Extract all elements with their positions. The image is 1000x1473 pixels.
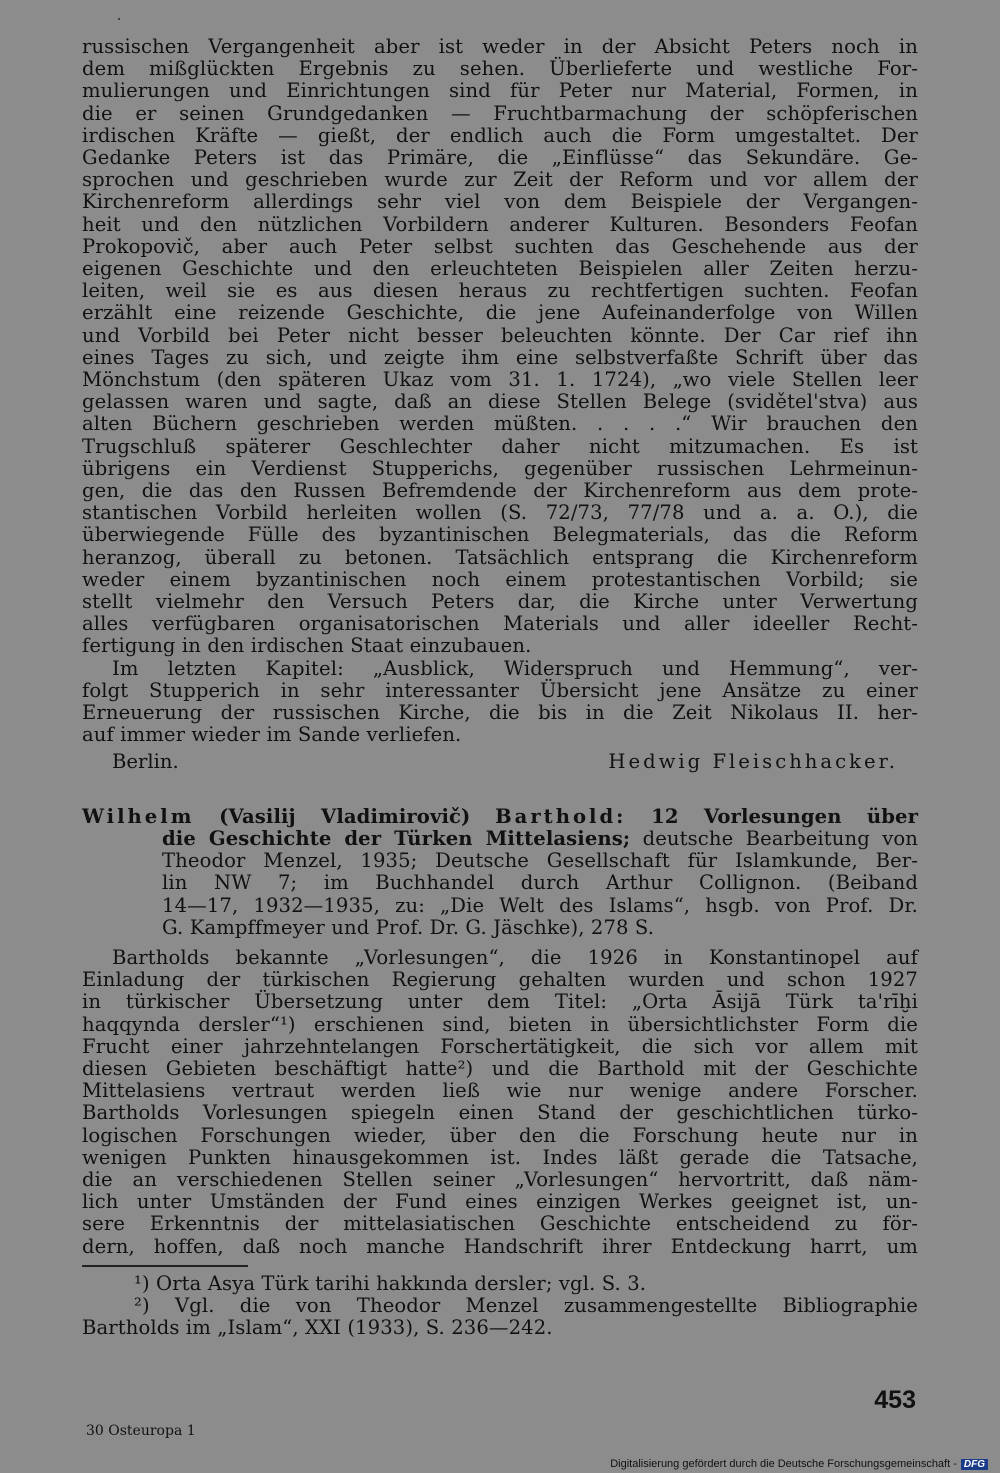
review-2-line: Einladung der türkischen Regierung gehalten wurden und schon 1927 bbox=[82, 968, 918, 992]
review-2-text bbox=[82, 947, 918, 1258]
review-2-line: Mittelasiens vertraut werden ließ wie nur wenige andere Forscher. bbox=[82, 1079, 918, 1103]
review-1-line: mulierungen und Einrichtungen sind für Peter nur Material, Formen, in bbox=[82, 79, 918, 103]
review-1-line: Mönchstum (den späteren Ukaz vom 31. 1. 1724), „wo viele Stellen leer bbox=[82, 368, 918, 392]
review-2-line: lich unter Umständen der Fund eines einzigen Werkes geeignet ist, un- bbox=[82, 1190, 918, 1214]
review-1-line: weder einem byzantinischen noch einem protestantischen Vorbild; sie bbox=[82, 567, 918, 591]
review-1-p2-line: auf immer wieder im Sande verliefen. bbox=[82, 723, 462, 747]
review-2-heading bbox=[82, 806, 918, 939]
review-1-line: heit und den nützlichen Vorbildern anderer Kulturen. Besonders Feofan bbox=[82, 212, 918, 236]
review-2-author-mid: (Vasilij Vladimirovič) bbox=[219, 804, 471, 828]
review-1-line: und Vorbild bei Peter nicht besser beleuchten könnte. Der Car rief ihn bbox=[82, 323, 918, 347]
review-1-p2-line: Im letzten Kapitel: „Ausblick, Widerspruch und Hemmung“, ver- bbox=[112, 656, 918, 680]
review-2-heading-line: Theodor Menzel, 1935; Deutsche Gesellschaft für Islamkunde, Ber- bbox=[162, 849, 918, 873]
review-1-line: eigenen Geschichte und den erleuchteten Beispielen aller Zeiten herzu- bbox=[82, 257, 918, 281]
review-2-line: wenigen Punkten hinausgekommen ist. Indes läßt gerade die Tatsache, bbox=[82, 1145, 918, 1169]
review-1-line: leiten, weil sie es aus diesen heraus zu rechtfertigen suchten. Feofan bbox=[82, 279, 918, 303]
review-1-line: alten Büchern geschrieben werden müßten. . . . .“ Wir brauchen den bbox=[82, 412, 918, 436]
review-2-line: die an verschiedenen Stellen seiner „Vorlesungen“ hervortritt, daß näm- bbox=[82, 1167, 918, 1191]
review-1-line: gelassen waren und sagte, daß an diese Stellen Belege (svidětel'stva) aus bbox=[82, 390, 918, 414]
review-2-author-last: Barthold: bbox=[495, 804, 627, 828]
scan-speck bbox=[118, 18, 120, 20]
review-1-line: übrigens ein Verdienst Stupperichs, gegenüber russischen Lehrmeinun- bbox=[82, 456, 918, 480]
review-2-line: Bartholds Vorlesungen spiegeln einen Stand der geschichtlichen türko- bbox=[82, 1101, 918, 1125]
review-1-line: Prokopovič, aber auch Peter selbst suchten das Geschehende aus der bbox=[82, 234, 918, 258]
review-1-signature bbox=[82, 751, 918, 773]
dfg-logo: DFG bbox=[961, 1459, 988, 1470]
review-1-line: die er seinen Grundgedanken — Fruchtbarmachung der schöpferischen bbox=[82, 101, 918, 125]
review-2-line: Frucht einer jahrzehntelangen Forschertätigkeit, die sich vor allem mit bbox=[82, 1034, 918, 1058]
dfg-notice bbox=[610, 1458, 988, 1470]
review-2-line: sere Erkenntnis der mittelasiatischen Geschichte entscheidend zu för- bbox=[82, 1212, 918, 1236]
review-1-line: Kirchenreform allerdings sehr viel von dem Beispiele der Vergangen- bbox=[82, 190, 918, 214]
review-2-heading-line: lin NW 7; im Buchhandel durch Arthur Collignon. (Beiband bbox=[162, 871, 918, 895]
review-2-heading-line: G. Kampffmeyer und Prof. Dr. G. Jäschke), 278 S. bbox=[162, 915, 655, 939]
review-1-line: heranzog, überall zu betonen. Tatsächlich entsprang die Kirchenreform bbox=[82, 545, 918, 569]
footnote-line: ²) Vgl. die von Theodor Menzel zusammengestellte Bibliographie bbox=[134, 1293, 918, 1317]
review-2-line: diesen Gebieten beschäftigt hatte²) und die Barthold mit der Geschichte bbox=[82, 1056, 918, 1080]
review-1-line: eines Tages zu sich, und zeigte ihm eine selbstverfaßte Schrift über das bbox=[82, 345, 918, 369]
review-2-line: in türkischer Übersetzung unter dem Titel: „Orta Āsijā Türk ta'rīḫi bbox=[82, 990, 918, 1014]
dfg-notice-text: Digitalisierung gefördert durch die Deutsche Forschungsgemeinschaft - bbox=[610, 1458, 957, 1470]
page-body bbox=[82, 36, 918, 1339]
review-1-line: dem mißglückten Ergebnis zu sehen. Überlieferte und westliche For- bbox=[82, 57, 918, 81]
review-1-author: Hedwig Fleischhacker. bbox=[608, 749, 898, 773]
review-1-p2-line: Erneuerung der russischen Kirche, die bis in die Zeit Nikolaus II. her- bbox=[82, 701, 918, 725]
review-2-line: Bartholds bekannte „Vorlesungen“, die 1926 in Konstantinopel auf bbox=[112, 945, 918, 969]
review-1-place: Berlin. bbox=[112, 749, 179, 773]
review-1-line: überwiegende Fülle des byzantinischen Belegmaterials, das die Reform bbox=[82, 523, 918, 547]
signature-mark: 30 Osteuropa 1 bbox=[86, 1423, 196, 1439]
review-2-heading-line-1-rest: deutsche Bearbeitung von bbox=[630, 826, 918, 850]
review-1-line: Gedanke Peters ist das Primäre, die „Einflüsse“ das Sekundäre. Ge- bbox=[82, 146, 918, 170]
review-1-line: alles verfügbaren organisatorischen Materials und aller ideeller Recht- bbox=[82, 612, 918, 636]
review-2-heading-line bbox=[82, 828, 918, 850]
review-2-line: haqqynda dersler“¹) erschienen sind, bieten in übersichtlichster Form die bbox=[82, 1012, 918, 1036]
review-1-text bbox=[82, 36, 918, 658]
review-2-author-first: Wilhelm bbox=[82, 804, 195, 828]
review-1-line: stantischen Vorbild herleiten wollen (S. 72/73, 77/78 und a. a. O.), die bbox=[82, 501, 918, 525]
review-1-line: russischen Vergangenheit aber ist weder in der Absicht Peters noch in bbox=[82, 35, 918, 58]
review-1-line: sprochen und geschrieben wurde zur Zeit der Reform und vor allem der bbox=[82, 168, 918, 192]
review-1-line: Trugschluß späterer Geschlechter daher nicht mitzumachen. Es ist bbox=[82, 434, 918, 458]
footnote-rule bbox=[82, 1265, 248, 1267]
footnote-line: Bartholds im „Islam“, XXI (1933), S. 236—242. bbox=[82, 1316, 553, 1340]
footnotes bbox=[82, 1273, 918, 1340]
review-2-heading-rest bbox=[82, 828, 918, 939]
review-1-line: gen, die das den Russen Befremdende der Kirchenreform aus dem prote- bbox=[82, 479, 918, 503]
review-1-p2-line: folgt Stupperich in sehr interessanter Übersicht jene Ansätze zu einer bbox=[82, 678, 918, 702]
review-2-heading-line-1 bbox=[82, 806, 918, 828]
page-number: 453 bbox=[874, 1386, 916, 1414]
review-1-line: erzählt eine reizende Geschichte, die jene Aufeinanderfolge von Willen bbox=[82, 301, 918, 325]
review-1-line: stellt vielmehr den Versuch Peters dar, die Kirche unter Verwertung bbox=[82, 590, 918, 614]
review-1-line: fertigung in den irdischen Staat einzubauen. bbox=[82, 634, 532, 658]
review-2-title-b: die Geschichte der Türken Mittelasiens; bbox=[162, 826, 631, 850]
review-2-heading-line: 14—17, 1932—1935, zu: „Die Welt des Islams“, hsgb. von Prof. Dr. bbox=[162, 893, 918, 917]
footnote-line: ¹) Orta Asya Türk tarihi hakkında dersler; vgl. S. 3. bbox=[134, 1271, 647, 1295]
review-1-closing-paragraph bbox=[82, 658, 918, 747]
review-2-title-a: 12 Vorlesungen über bbox=[651, 804, 918, 828]
review-2-line: logischen Forschungen wieder, über den die Forschung heute nur in bbox=[82, 1123, 918, 1147]
review-1-line: irdischen Kräfte — gießt, der endlich auch die Form umgestaltet. Der bbox=[82, 123, 918, 147]
review-2-line: dern, hoffen, daß noch manche Handschrift ihrer Entdeckung harrt, um bbox=[82, 1234, 918, 1258]
